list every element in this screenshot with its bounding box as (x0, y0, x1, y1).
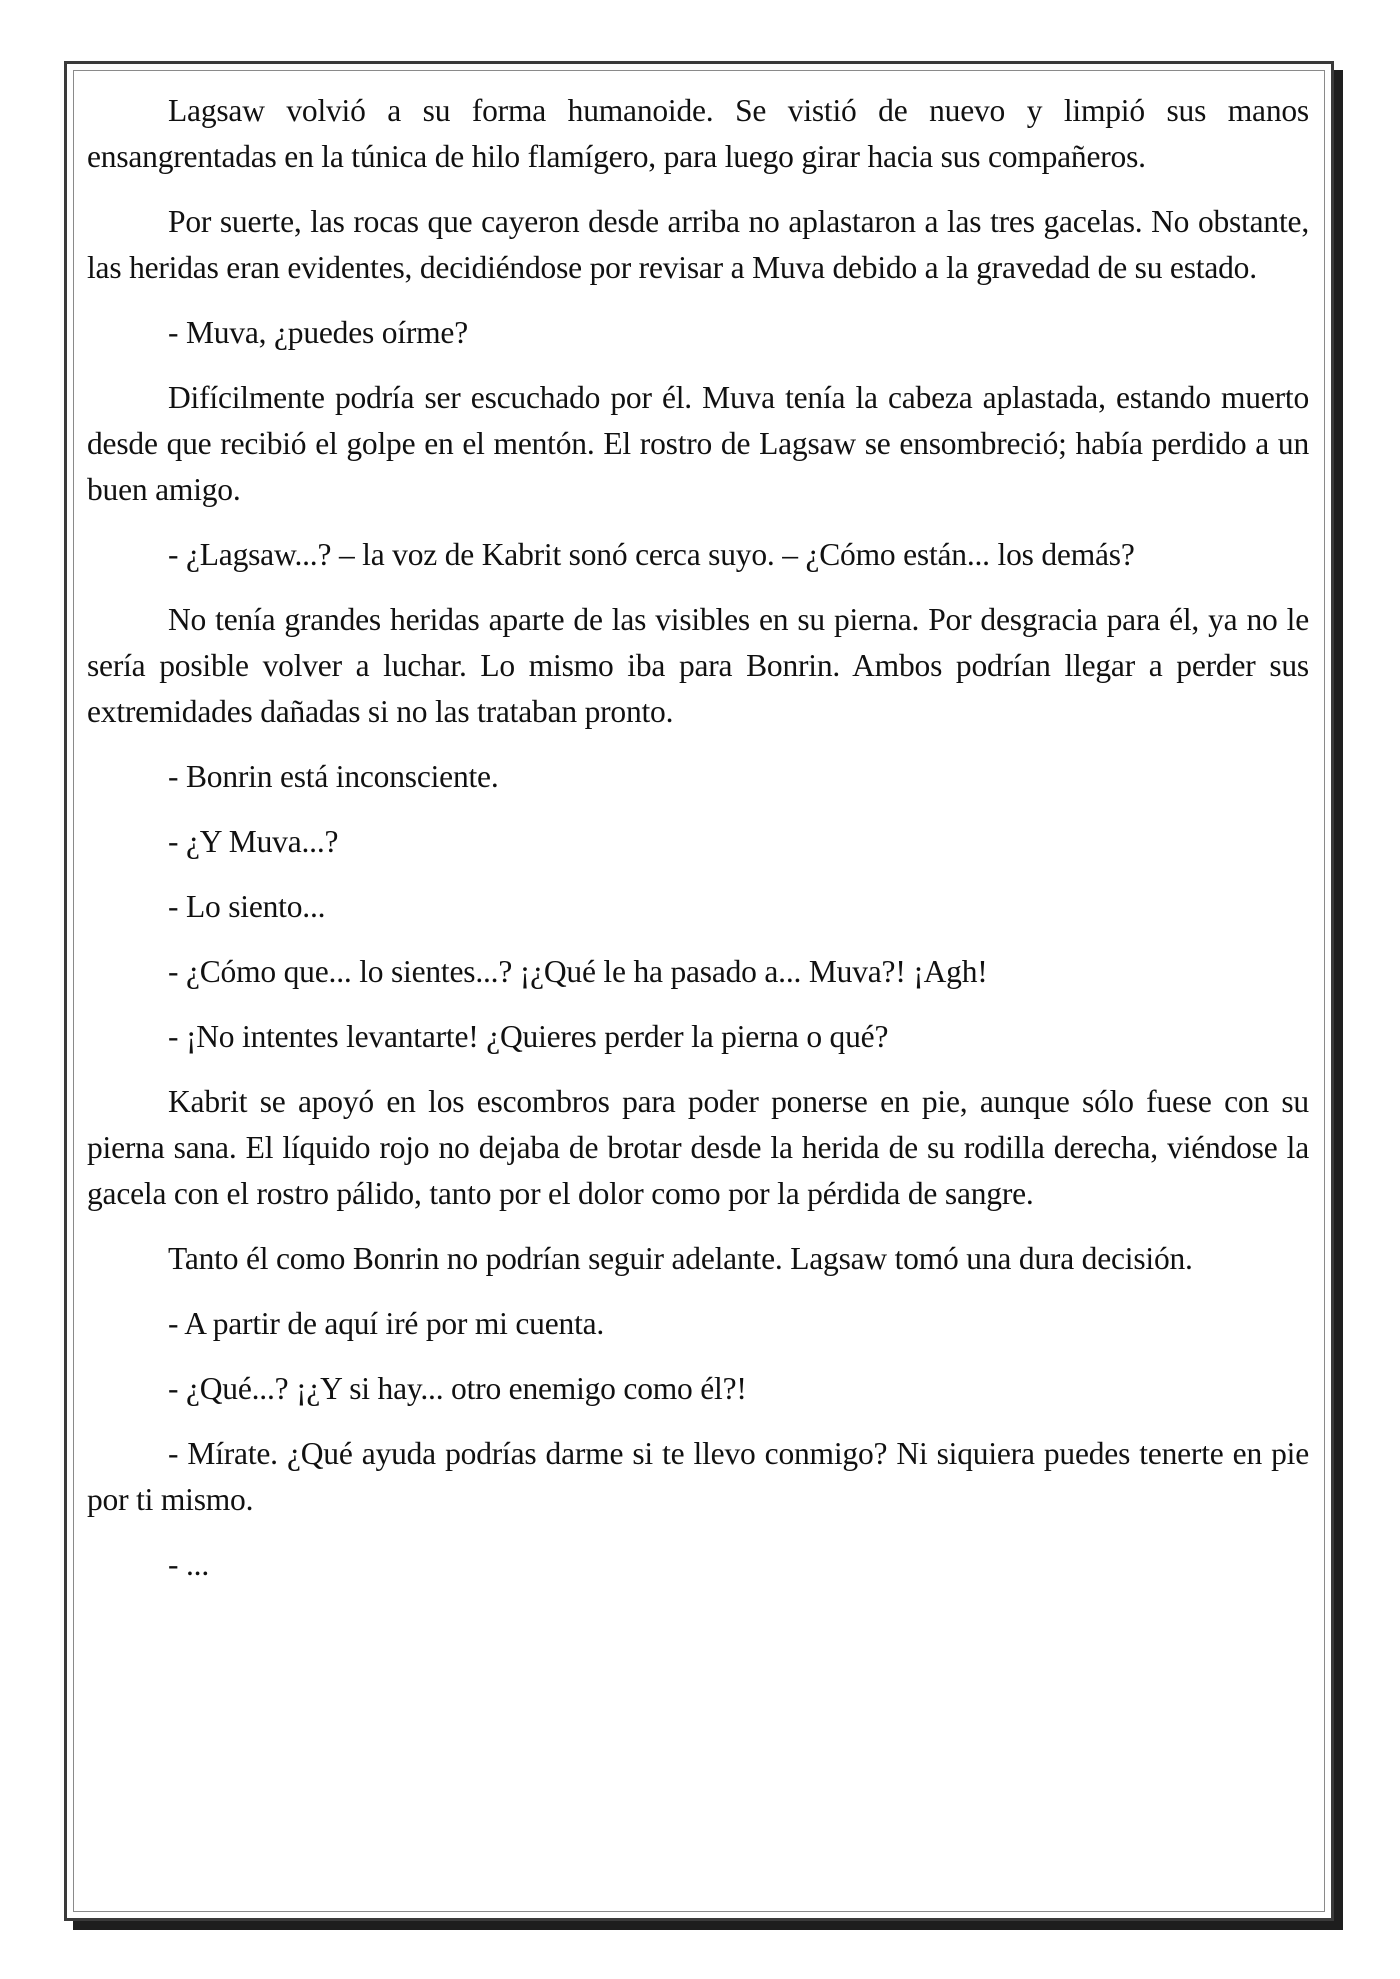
paragraph: Lagsaw volvió a su forma humanoide. Se vistió de nuevo y limpió sus manos ensangrentadas en la túnica de hilo flamígero, para luego girar hacia sus compañeros. (87, 93, 1309, 174)
paragraph: No tenía grandes heridas aparte de las visibles en su pierna. Por desgracia para él, ya no le sería posible volver a luchar. Lo mismo iba para Bonrin. Ambos podrían llegar a perder sus extremidades dañadas si no las trataban pronto. (87, 602, 1309, 729)
dialogue-line: - A partir de aquí iré por mi cuenta. (168, 1306, 605, 1341)
page-frame (64, 61, 1334, 1921)
paragraph: Difícilmente podría ser escuchado por él. Muva tenía la cabeza aplastada, estando muerto desde que recibió el golpe en el mentón. El rostro de Lagsaw se ensombreció; había perdido a un buen amigo. (87, 380, 1309, 507)
dialogue-line: - Mírate. ¿Qué ayuda podrías darme si te llevo conmigo? Ni siquiera puedes tenerte en pie por ti mismo. (87, 1436, 1309, 1517)
dialogue-line: - ¿Lagsaw...? – la voz de Kabrit sonó cerca suyo. – ¿Cómo están... los demás? (168, 537, 1135, 572)
dialogue-line: - ¿Cómo que... lo sientes...? ¡¿Qué le ha pasado a... Muva?! ¡Agh! (168, 954, 988, 989)
dialogue-line: - ¿Qué...? ¡¿Y si hay... otro enemigo como él?! (168, 1371, 747, 1406)
paragraph: Por suerte, las rocas que cayeron desde arriba no aplastaron a las tres gacelas. No obstante, las heridas eran evidentes, decidiéndose por revisar a Muva debido a la gravedad de su estado. (87, 204, 1309, 285)
dialogue-line: - ¿Y Muva...? (168, 824, 339, 859)
paragraph: Kabrit se apoyó en los escombros para poder ponerse en pie, aunque sólo fuese con su pierna sana. El líquido rojo no dejaba de brotar desde la herida de su rodilla derecha, viéndose la gacela con el rostro pálido, tanto por el dolor como por la pérdida de sangre. (87, 1084, 1309, 1211)
dialogue-line: - ¡No intentes levantarte! ¿Quieres perder la pierna o qué? (168, 1019, 889, 1054)
dialogue-line: - ... (168, 1547, 209, 1582)
page-body (87, 88, 1309, 1607)
dialogue-line: - Muva, ¿puedes oírme? (168, 315, 468, 350)
dialogue-line: - Lo siento... (168, 889, 326, 924)
paragraph: Tanto él como Bonrin no podrían seguir adelante. Lagsaw tomó una dura decisión. (168, 1241, 1193, 1276)
dialogue-line: - Bonrin está inconsciente. (168, 759, 499, 794)
